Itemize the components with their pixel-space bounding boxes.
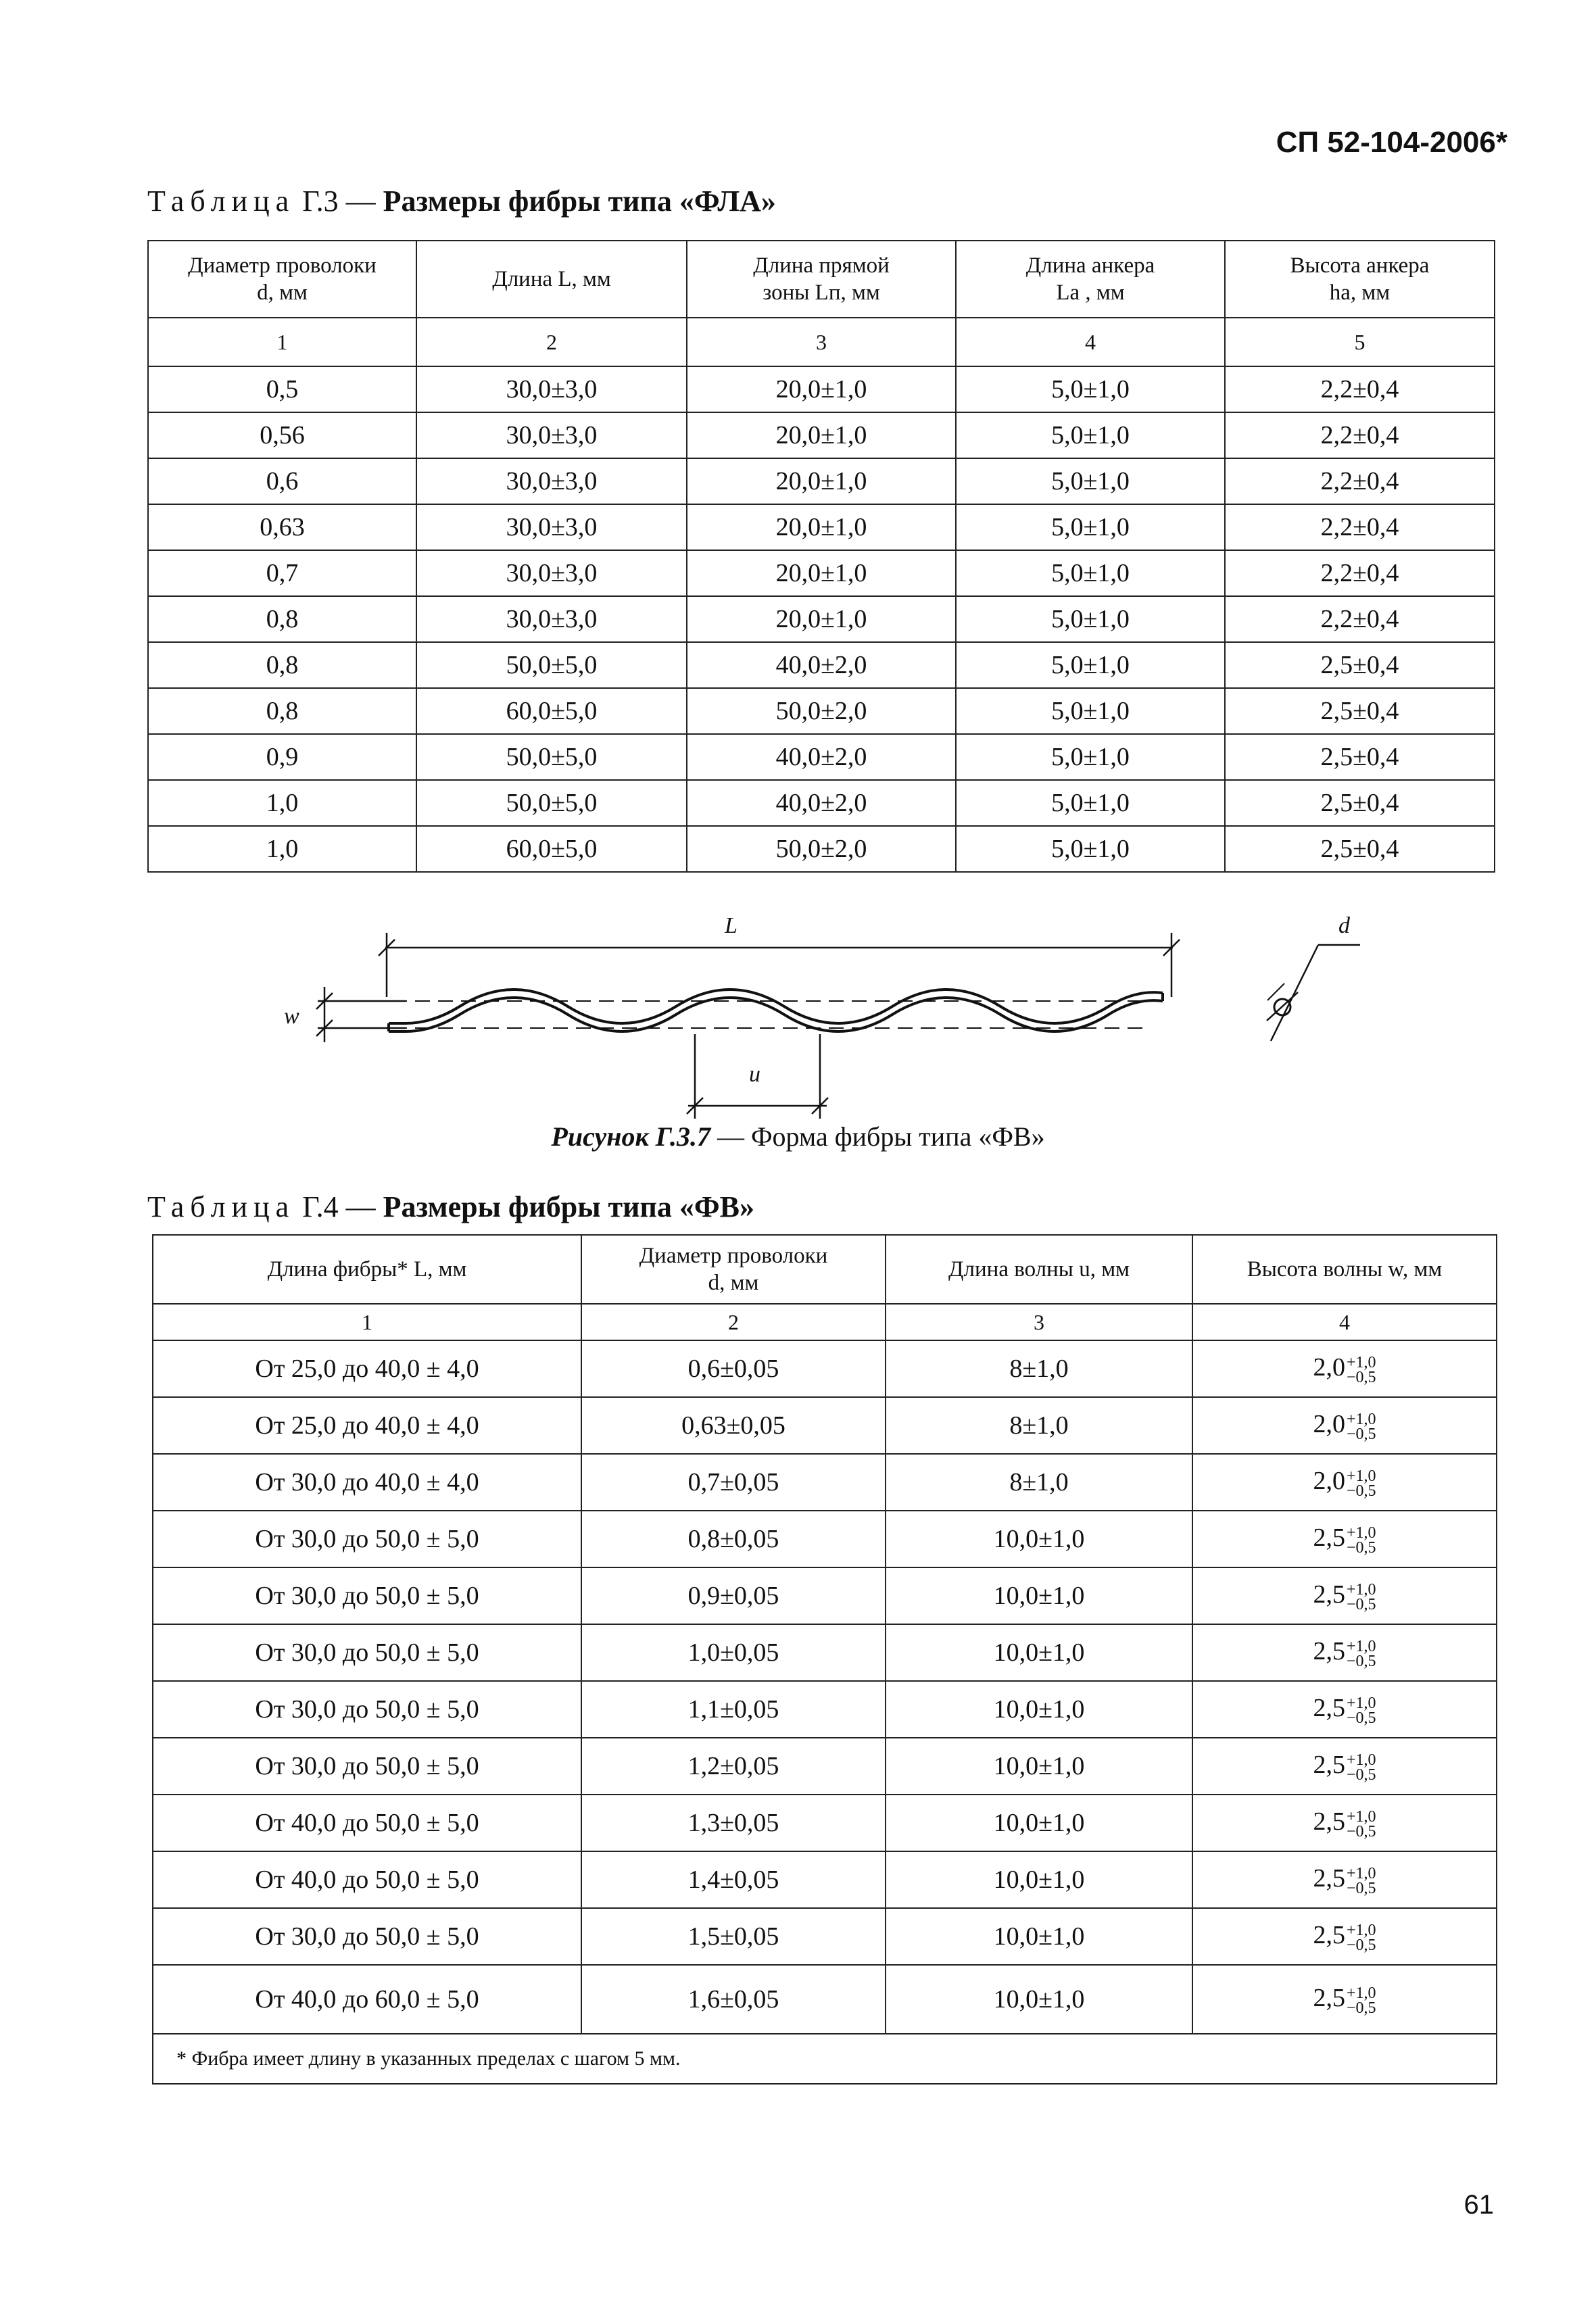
header-line: зоны Lп, мм [763, 281, 880, 305]
header-line: Высота анкера [1290, 253, 1430, 278]
table-g3-caption-prefix: Таблица [147, 185, 295, 218]
wave-height-cell [1192, 1795, 1497, 1851]
table-row [148, 596, 1495, 642]
wave-height-base: 2,0 [1313, 1353, 1345, 1382]
table-cell: 5,0±1,0 [956, 550, 1225, 596]
column-number: 4 [1192, 1304, 1497, 1340]
table-cell: 8±1,0 [886, 1397, 1192, 1454]
column-number: 1 [148, 318, 416, 366]
wave-height-cell [1192, 1851, 1497, 1908]
table-row [148, 550, 1495, 596]
tolerance-plus: +1,0 [1346, 1751, 1376, 1769]
table-g3-header-cell [148, 241, 416, 318]
table-cell: 2,2±0,4 [1225, 412, 1495, 458]
figure-caption [0, 1121, 1596, 1152]
table-cell: 0,9 [148, 734, 416, 780]
table-cell: От 25,0 до 40,0 ± 4,0 [153, 1397, 581, 1454]
table-cell: 50,0±2,0 [687, 826, 956, 872]
table-cell: 40,0±2,0 [687, 780, 956, 826]
tolerance-plus: +1,0 [1346, 1637, 1376, 1655]
table-g4-caption-title: Размеры фибры типа «ФВ» [383, 1190, 755, 1223]
table-row [153, 1340, 1497, 1397]
table-cell: 20,0±1,0 [687, 366, 956, 412]
table-cell: 40,0±2,0 [687, 642, 956, 688]
table-row [148, 504, 1495, 550]
table-cell: 0,8 [148, 596, 416, 642]
table-cell: 50,0±5,0 [416, 642, 687, 688]
table-row [153, 1567, 1497, 1624]
table-cell: 2,5±0,4 [1225, 642, 1495, 688]
table-g4-column-numbers [153, 1304, 1497, 1340]
table-g3-header-cell [1225, 241, 1495, 318]
wave-height-tolerance [1347, 1582, 1376, 1612]
wave-height-cell [1192, 1567, 1497, 1624]
table-cell: 1,0 [148, 826, 416, 872]
table-cell: 0,63±0,05 [581, 1397, 886, 1454]
table-row [153, 1681, 1497, 1738]
table-row [148, 642, 1495, 688]
fiber-fv-figure [270, 899, 1420, 1122]
table-row [148, 688, 1495, 734]
table-cell: От 30,0 до 50,0 ± 5,0 [153, 1681, 581, 1738]
table-cell: 10,0±1,0 [886, 1965, 1192, 2034]
table-cell: 20,0±1,0 [687, 504, 956, 550]
table-cell: 2,5±0,4 [1225, 826, 1495, 872]
table-row [153, 1908, 1497, 1965]
table-cell: От 40,0 до 50,0 ± 5,0 [153, 1851, 581, 1908]
tolerance-plus: +1,0 [1346, 1984, 1376, 2002]
table-g3-header-cell [687, 241, 956, 318]
table-g3 [147, 240, 1495, 873]
table-row [153, 1511, 1497, 1567]
wave-height-base: 2,0 [1313, 1410, 1345, 1439]
table-cell: 30,0±3,0 [416, 366, 687, 412]
wave-height-cell [1192, 1624, 1497, 1681]
label-L: L [725, 913, 737, 938]
table-cell: 2,2±0,4 [1225, 366, 1495, 412]
table-cell: 0,7±0,05 [581, 1454, 886, 1511]
table-cell: От 25,0 до 40,0 ± 4,0 [153, 1340, 581, 1397]
table-cell: 2,5±0,4 [1225, 688, 1495, 734]
table-cell: От 30,0 до 50,0 ± 5,0 [153, 1567, 581, 1624]
table-cell: 0,7 [148, 550, 416, 596]
table-row [148, 734, 1495, 780]
table-g4-caption-prefix: Таблица [147, 1190, 295, 1223]
table-cell: 30,0±3,0 [416, 458, 687, 504]
table-cell: 0,5 [148, 366, 416, 412]
table-cell: 10,0±1,0 [886, 1851, 1192, 1908]
table-row [153, 1738, 1497, 1795]
table-cell: 2,2±0,4 [1225, 504, 1495, 550]
wave-height-base: 2,5 [1313, 1694, 1345, 1723]
table-g4-header-cell [581, 1235, 886, 1304]
table-row [148, 780, 1495, 826]
tolerance-minus: −0,5 [1346, 1482, 1376, 1500]
wave-height-tolerance [1347, 1355, 1376, 1385]
table-cell: 0,8 [148, 642, 416, 688]
table-row [153, 1397, 1497, 1454]
tolerance-plus: +1,0 [1346, 1353, 1376, 1371]
table-row [148, 458, 1495, 504]
table-cell: 20,0±1,0 [687, 550, 956, 596]
wave-height-cell [1192, 1340, 1497, 1397]
wave-height-cell [1192, 1908, 1497, 1965]
wave-height-cell [1192, 1511, 1497, 1567]
label-u: u [749, 1062, 760, 1087]
table-cell: От 40,0 до 50,0 ± 5,0 [153, 1795, 581, 1851]
table-cell: 30,0±3,0 [416, 504, 687, 550]
table-cell: 8±1,0 [886, 1340, 1192, 1397]
table-cell: 0,63 [148, 504, 416, 550]
wave-height-base: 2,5 [1313, 1580, 1345, 1609]
wave-height-tolerance [1347, 1866, 1376, 1896]
column-number: 1 [153, 1304, 581, 1340]
table-cell: 5,0±1,0 [956, 688, 1225, 734]
table-row [153, 1965, 1497, 2034]
table-cell: 5,0±1,0 [956, 366, 1225, 412]
tolerance-minus: −0,5 [1346, 1425, 1376, 1443]
table-cell: 50,0±2,0 [687, 688, 956, 734]
table-cell: 0,9±0,05 [581, 1567, 886, 1624]
table-g4-header-row [153, 1235, 1497, 1304]
table-cell: 2,5±0,4 [1225, 734, 1495, 780]
table-cell: От 30,0 до 50,0 ± 5,0 [153, 1738, 581, 1795]
tolerance-plus: +1,0 [1346, 1807, 1376, 1826]
table-row [148, 826, 1495, 872]
table-cell: 10,0±1,0 [886, 1681, 1192, 1738]
wave-height-base: 2,5 [1313, 1807, 1345, 1836]
header-line: d, мм [257, 281, 308, 305]
table-cell: 1,6±0,05 [581, 1965, 886, 2034]
column-number: 2 [416, 318, 687, 366]
tolerance-plus: +1,0 [1346, 1864, 1376, 1882]
header-line: Диаметр проволоки [639, 1244, 828, 1268]
column-number: 2 [581, 1304, 886, 1340]
table-cell: 0,56 [148, 412, 416, 458]
tolerance-plus: +1,0 [1346, 1524, 1376, 1542]
wave-height-tolerance [1347, 1923, 1376, 1953]
table-row [153, 1851, 1497, 1908]
tolerance-plus: +1,0 [1346, 1694, 1376, 1712]
column-number: 4 [956, 318, 1225, 366]
table-cell: 5,0±1,0 [956, 780, 1225, 826]
table-cell: 1,0±0,05 [581, 1624, 886, 1681]
wave-height-tolerance [1347, 1639, 1376, 1669]
table-cell: 0,8 [148, 688, 416, 734]
table-g3-header-cell [416, 241, 687, 318]
tolerance-plus: +1,0 [1346, 1410, 1376, 1428]
wave-height-cell [1192, 1454, 1497, 1511]
table-cell: 5,0±1,0 [956, 734, 1225, 780]
table-cell: 50,0±5,0 [416, 734, 687, 780]
header-line: Длина анкера [1025, 253, 1155, 278]
d-leader-diagonal [1271, 945, 1318, 1041]
table-cell: 10,0±1,0 [886, 1624, 1192, 1681]
table-cell: 5,0±1,0 [956, 458, 1225, 504]
table-cell: От 30,0 до 50,0 ± 5,0 [153, 1511, 581, 1567]
tolerance-minus: −0,5 [1346, 1595, 1376, 1613]
wave-height-base: 2,0 [1313, 1467, 1345, 1496]
document-code: СП 52-104-2006* [1276, 126, 1507, 159]
header-line: La , мм [1056, 281, 1125, 305]
table-row [153, 1454, 1497, 1511]
figure-caption-text: — Форма фибры типа «ФВ» [710, 1121, 1045, 1152]
header-line: ha, мм [1329, 281, 1391, 305]
header-line: Диаметр проволоки [188, 253, 377, 278]
table-cell: 20,0±1,0 [687, 412, 956, 458]
tolerance-minus: −0,5 [1346, 1709, 1376, 1727]
table-cell: 1,0 [148, 780, 416, 826]
wave-height-base: 2,5 [1313, 1751, 1345, 1780]
tolerance-minus: −0,5 [1346, 1652, 1376, 1670]
tolerance-plus: +1,0 [1346, 1580, 1376, 1599]
table-cell: 10,0±1,0 [886, 1908, 1192, 1965]
table-g4 [152, 1234, 1497, 2085]
table-cell: От 30,0 до 50,0 ± 5,0 [153, 1908, 581, 1965]
table-cell: 5,0±1,0 [956, 826, 1225, 872]
tolerance-minus: −0,5 [1346, 1936, 1376, 1954]
label-w: w [284, 1004, 299, 1029]
tolerance-plus: +1,0 [1346, 1921, 1376, 1939]
table-g4-header-cell [153, 1235, 581, 1304]
figure-caption-label: Рисунок Г.3.7 [551, 1121, 710, 1152]
table-cell: От 30,0 до 50,0 ± 5,0 [153, 1624, 581, 1681]
table-row [153, 1795, 1497, 1851]
tolerance-minus: −0,5 [1346, 1538, 1376, 1557]
table-cell: 5,0±1,0 [956, 412, 1225, 458]
table-cell: 2,2±0,4 [1225, 550, 1495, 596]
wave-height-base: 2,5 [1313, 1637, 1345, 1666]
table-cell: 5,0±1,0 [956, 504, 1225, 550]
table-cell: 30,0±3,0 [416, 412, 687, 458]
table-cell: 20,0±1,0 [687, 458, 956, 504]
table-cell: 1,3±0,05 [581, 1795, 886, 1851]
table-cell: 10,0±1,0 [886, 1511, 1192, 1567]
tolerance-minus: −0,5 [1346, 1368, 1376, 1386]
tolerance-plus: +1,0 [1346, 1467, 1376, 1485]
table-row [153, 1624, 1497, 1681]
header-line: Высота волны w, мм [1247, 1257, 1443, 1282]
table-cell: 10,0±1,0 [886, 1795, 1192, 1851]
table-g3-caption-title: Размеры фибры типа «ФЛА» [383, 185, 776, 218]
table-footnote: * Фибра имеет длину в указанных пределах с шагом 5 мм. [153, 2034, 1497, 2084]
table-cell: 0,6±0,05 [581, 1340, 886, 1397]
table-g3-header-cell [956, 241, 1225, 318]
table-g4-header-cell [886, 1235, 1192, 1304]
table-cell: 20,0±1,0 [687, 596, 956, 642]
table-cell: 0,6 [148, 458, 416, 504]
table-cell: 8±1,0 [886, 1454, 1192, 1511]
wave-height-base: 2,5 [1313, 1864, 1345, 1893]
table-cell: 60,0±5,0 [416, 826, 687, 872]
column-number: 3 [886, 1304, 1192, 1340]
table-cell: 2,5±0,4 [1225, 780, 1495, 826]
table-g4-caption-number: Г.4 — [302, 1190, 376, 1223]
table-cell: 60,0±5,0 [416, 688, 687, 734]
wave-height-tolerance [1347, 1809, 1376, 1839]
wave-height-base: 2,5 [1313, 1524, 1345, 1553]
table-row [148, 412, 1495, 458]
header-line: Длина волны u, мм [948, 1257, 1130, 1282]
header-line: Длина прямой [753, 253, 890, 278]
tolerance-minus: −0,5 [1346, 1822, 1376, 1841]
table-cell: 5,0±1,0 [956, 596, 1225, 642]
table-cell: 1,5±0,05 [581, 1908, 886, 1965]
tolerance-minus: −0,5 [1346, 1765, 1376, 1784]
table-row [148, 366, 1495, 412]
wave-height-base: 2,5 [1313, 1921, 1345, 1950]
table-cell: 5,0±1,0 [956, 642, 1225, 688]
wave-height-base: 2,5 [1313, 1984, 1345, 2013]
table-cell: 1,1±0,05 [581, 1681, 886, 1738]
wave-height-tolerance [1347, 1469, 1376, 1498]
wave-height-cell [1192, 1738, 1497, 1795]
table-g3-header-row [148, 241, 1495, 318]
page-number: 61 [1464, 2190, 1494, 2220]
tolerance-minus: −0,5 [1346, 1879, 1376, 1897]
table-g4-footnote-row [153, 2034, 1497, 2084]
tick-mark [1267, 983, 1284, 1000]
table-cell: 50,0±5,0 [416, 780, 687, 826]
column-number: 5 [1225, 318, 1495, 366]
label-d: d [1338, 913, 1350, 938]
table-cell: 30,0±3,0 [416, 550, 687, 596]
wave-height-cell [1192, 1965, 1497, 2034]
header-line: Длина L, мм [492, 267, 611, 291]
table-cell: 10,0±1,0 [886, 1567, 1192, 1624]
table-g3-column-numbers [148, 318, 1495, 366]
wave-height-cell [1192, 1681, 1497, 1738]
wave-height-tolerance [1347, 1986, 1376, 2016]
header-line: d, мм [708, 1271, 759, 1295]
wave-height-tolerance [1347, 1412, 1376, 1442]
table-cell: 1,2±0,05 [581, 1738, 886, 1795]
table-cell: От 30,0 до 40,0 ± 4,0 [153, 1454, 581, 1511]
wave-height-tolerance [1347, 1526, 1376, 1555]
table-cell: 2,2±0,4 [1225, 596, 1495, 642]
table-cell: 30,0±3,0 [416, 596, 687, 642]
table-g4-header-cell [1192, 1235, 1497, 1304]
table-cell: 0,8±0,05 [581, 1511, 886, 1567]
table-cell: 40,0±2,0 [687, 734, 956, 780]
tolerance-minus: −0,5 [1346, 1999, 1376, 2017]
table-cell: 10,0±1,0 [886, 1738, 1192, 1795]
table-cell: 2,2±0,4 [1225, 458, 1495, 504]
header-line: Длина фибры* L, мм [267, 1257, 467, 1282]
table-g3-caption-number: Г.3 — [302, 185, 376, 218]
table-cell: От 40,0 до 60,0 ± 5,0 [153, 1965, 581, 2034]
table-cell: 1,4±0,05 [581, 1851, 886, 1908]
wave-height-cell [1192, 1397, 1497, 1454]
table-g4-caption [147, 1190, 754, 1224]
column-number: 3 [687, 318, 956, 366]
wave-height-tolerance [1347, 1753, 1376, 1782]
wave-height-tolerance [1347, 1696, 1376, 1726]
table-g3-caption [147, 184, 776, 218]
fiber-wave-inner [389, 990, 1163, 1023]
